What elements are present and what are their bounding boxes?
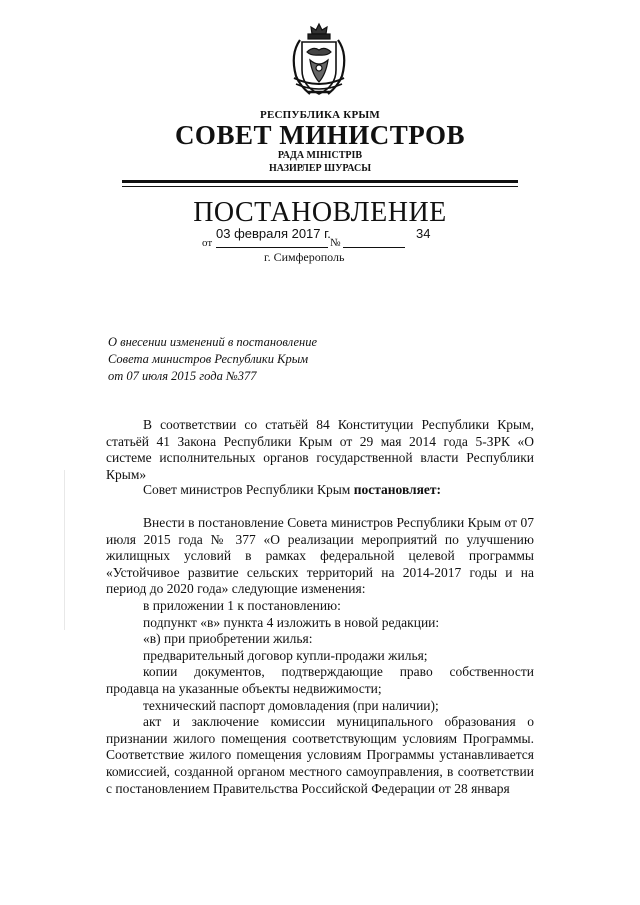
- scan-edge: [64, 470, 65, 630]
- rada-heading: РАДА МІНІСТРІВ: [277, 150, 363, 161]
- resolution-line: [106, 482, 534, 499]
- paragraph-text: В соответствии со статьёй 84 Конституции Республики Крым, статьёй 41 Закона Республики Крым от 29 мая 2014 года 5-ЗРК «О системе исполнительных органов государственной власти Республики Крым»: [106, 417, 534, 482]
- number-label: №: [330, 237, 341, 249]
- subject-line: от 07 июля 2015 года №377: [108, 369, 257, 383]
- subject-line: Совета министров Республики Крым: [108, 352, 309, 366]
- nazirler-heading: НАЗИРЛЕР ШУРАСЫ: [268, 163, 372, 174]
- paragraph-text: в приложении 1 к постановлению:: [143, 597, 341, 613]
- coat-of-arms-icon: [288, 22, 350, 104]
- republic-heading: РЕСПУБЛИКА КРЫМ: [260, 109, 380, 121]
- body-main: [106, 515, 534, 797]
- paragraph-text: копии документов, подтверждающие право собственности продавца на указанные объекты недвижимости;: [106, 664, 534, 696]
- paragraph-text: подпункт «в» пункта 4 изложить в новой редакции:: [143, 614, 440, 630]
- paragraph-text: акт и заключение комиссии муниципального образования о признании жилого помещения соответствующим условиям Программы. Соответствие жилого помещения условиям Программы устанавливается комиссией, созданной органом местного самоуправления, в соответствии с постановлением Правительства Российской Федерации от 28 января: [106, 714, 534, 796]
- subject-block: [108, 334, 368, 385]
- body-paragraph: [106, 482, 534, 499]
- document-title: ПОСТАНОВЛЕНИЕ: [193, 197, 447, 228]
- date-label: от: [202, 237, 213, 249]
- paragraph-text: технический паспорт домовладения (при наличии);: [143, 697, 439, 713]
- resolution-text: Совет министров Республики Крым: [143, 482, 354, 497]
- paragraph-text: Внести в постановление Совета министров Республики Крым от 07 июля 2015 года № 377 «О реализации мероприятий по улучшению жилищных условий в рамках федеральной целевой программы «Устойчивое развитие сельских территорий на 2014-2017 годы и на период до 2020 года» следующие изменения:: [106, 515, 534, 597]
- resolution-verb: постановляет:: [353, 482, 442, 497]
- paragraph-text: предварительный договор купли-продажи жилья;: [143, 647, 428, 663]
- body-paragraph: [106, 417, 534, 483]
- subject-line: О внесении изменений в постановление: [108, 335, 318, 349]
- paragraph-text: «в) при приобретении жилья:: [143, 631, 313, 647]
- council-heading: СОВЕТ МИНИСТРОВ: [174, 120, 466, 150]
- header-rule-thin: [122, 186, 518, 187]
- date-value: 03 февраля 2017 г.: [216, 226, 331, 241]
- date-underline: [216, 247, 328, 248]
- header-rule-thick: [122, 180, 518, 183]
- city: г. Симферополь: [264, 250, 345, 264]
- number-value: 34: [416, 226, 431, 241]
- number-underline: [343, 247, 405, 248]
